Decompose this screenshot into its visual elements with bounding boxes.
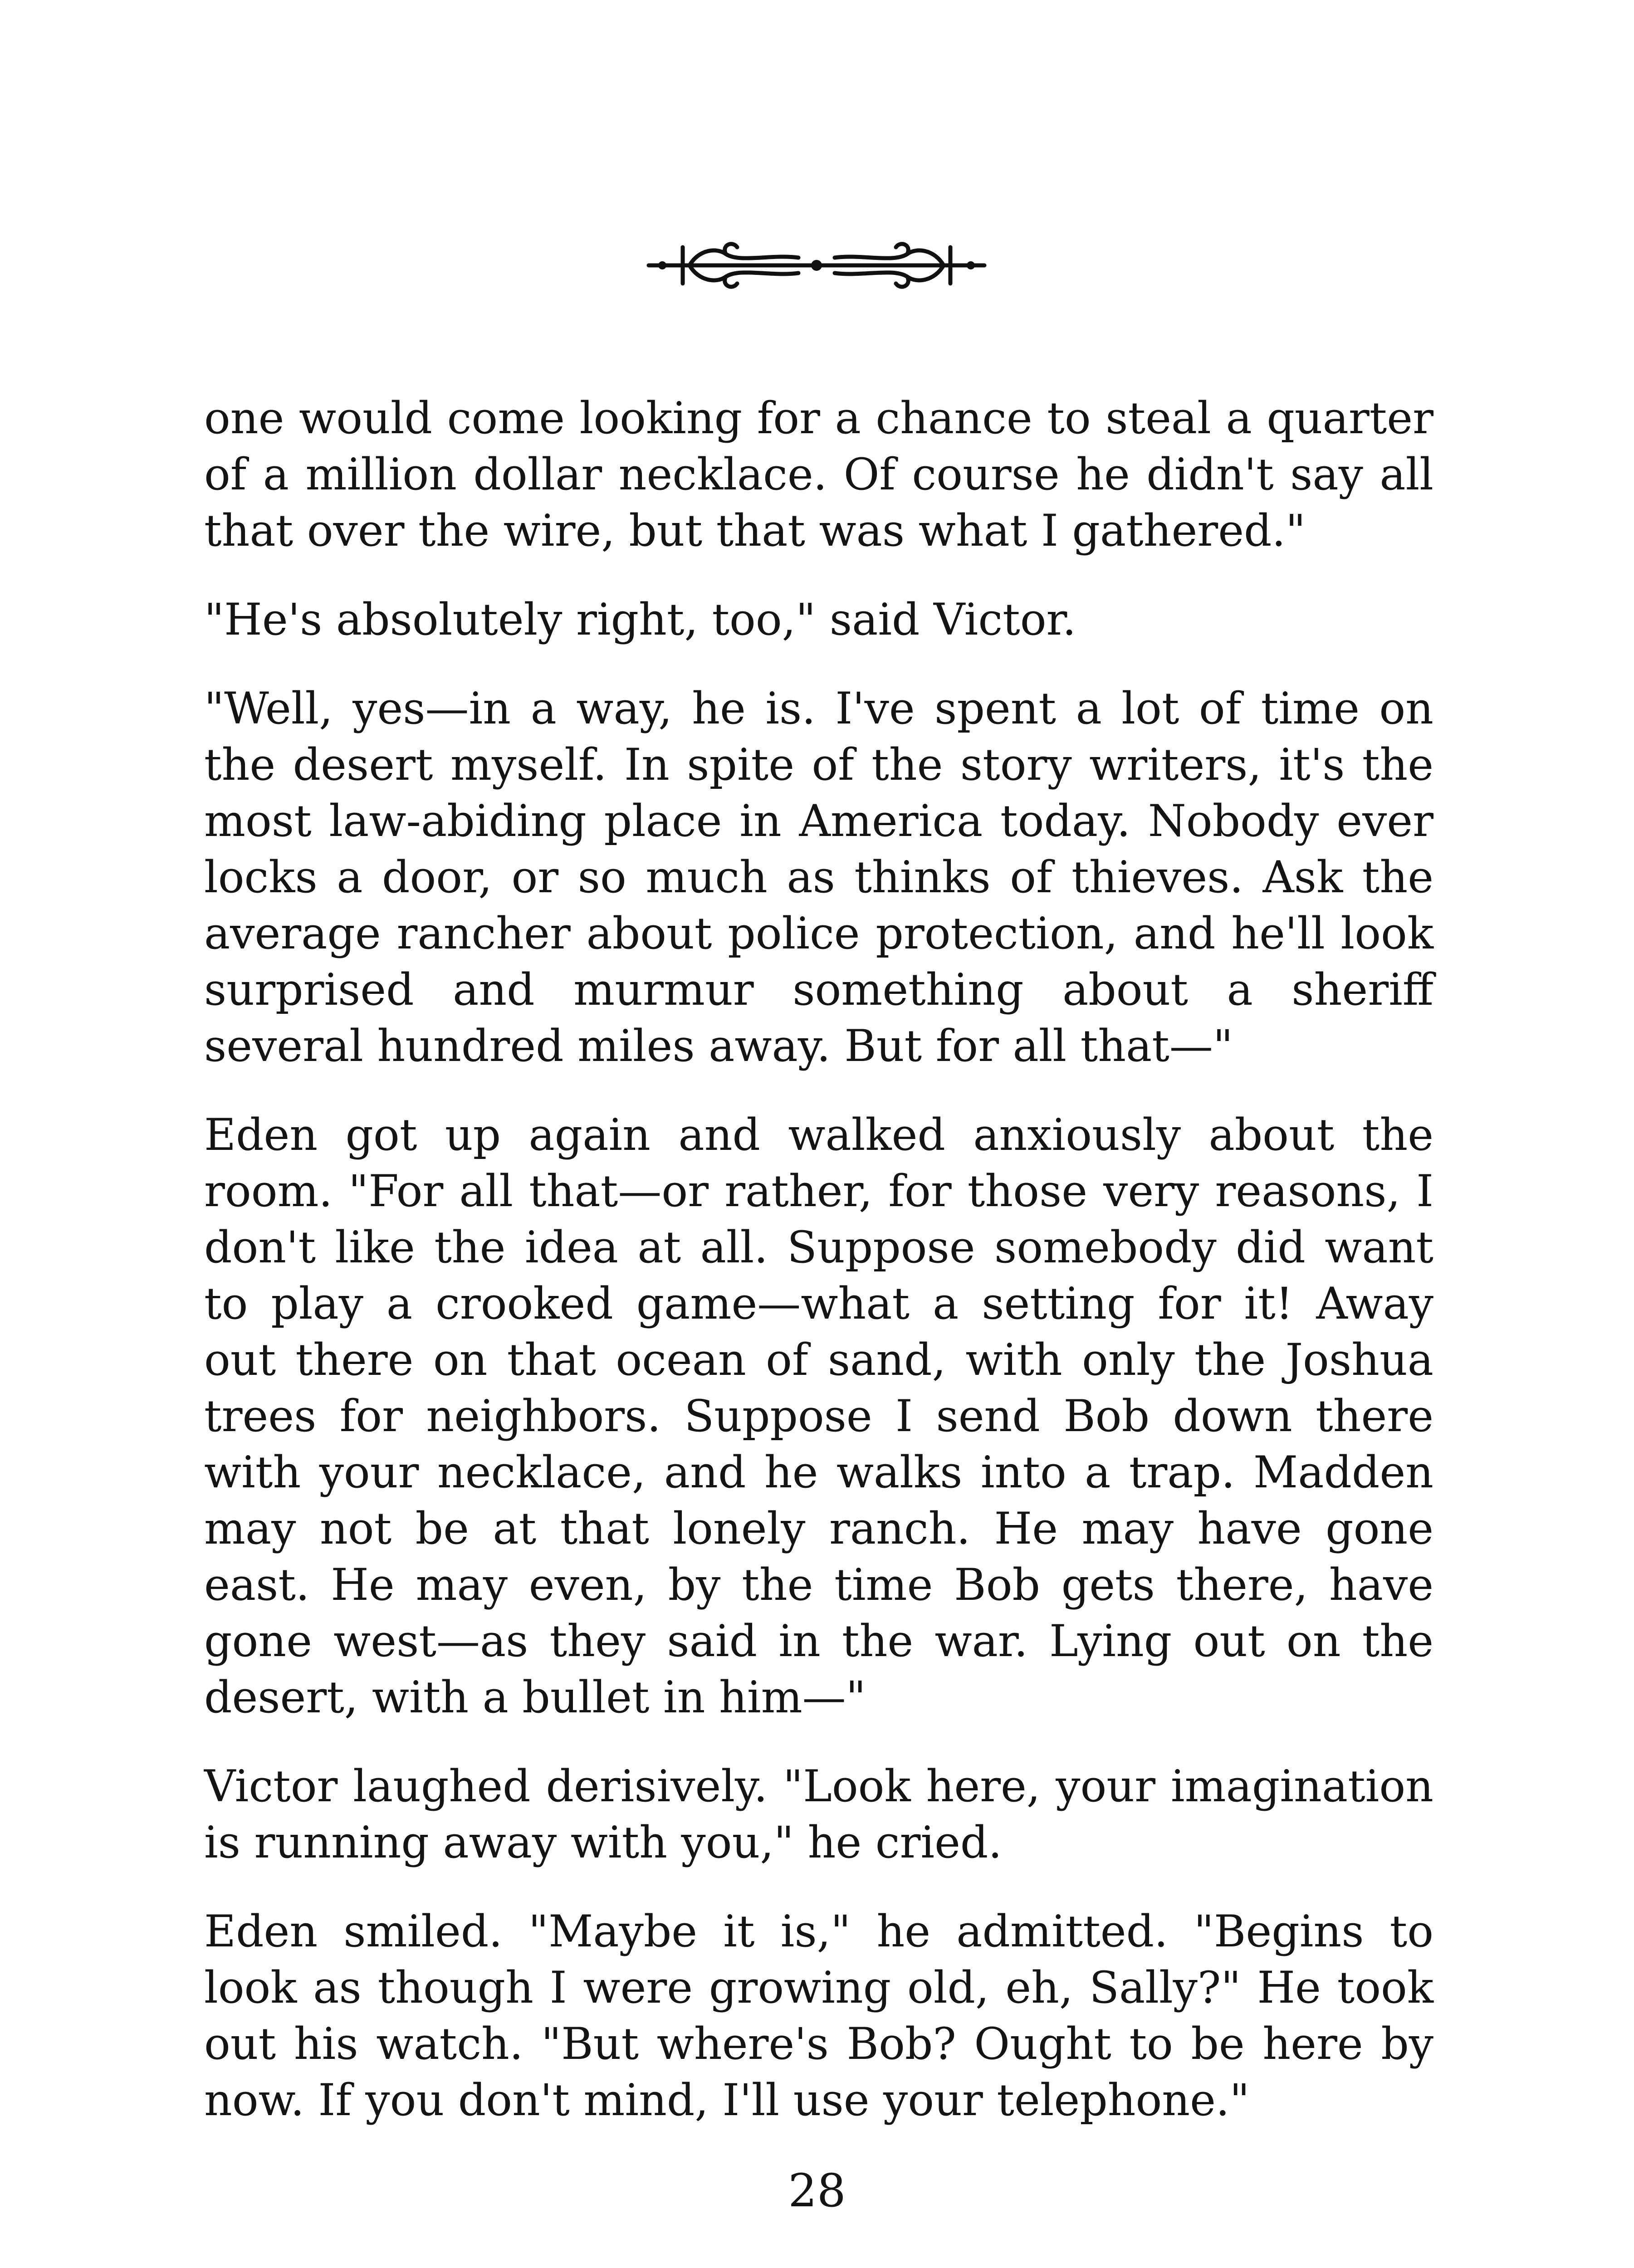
page-number: 28 — [788, 2164, 846, 2217]
ornament-divider-icon — [635, 222, 998, 308]
paragraph: "He's absolutely right, too," said Victor. — [204, 594, 1076, 645]
paragraph: Victor laughed derisively. "Look here, your imagination is running away with you," he cried. — [204, 1761, 1433, 1868]
paragraph: Eden smiled. "Maybe it is," he admitted. "Begins to look as though I were growing old, eh, Sally?" He took out his watch. "But where's Bob? Ought to be here by now. If you don't mind, I'll use your telephone." — [204, 1906, 1433, 2126]
paragraph: Eden got up again and walked anxiously about the room. "For all that—or rather, for those very reasons, I don't like the idea at all. Suppose somebody did want to play a crooked game—what a setting for it! Away out there on that ocean of sand, with only the Joshua trees for neighbors. Suppose I send Bob down there with your necklace, and he walks into a trap. Madden may not be at that lonely ranch. He may have gone east. He may even, by the time Bob gets there, have gone west—as they said in the war. Lying out on the desert, with a bullet in him—" — [204, 1110, 1433, 1723]
body-text — [204, 390, 1433, 2161]
paragraph: "Well, yes—in a way, he is. I've spent a lot of time on the desert myself. In spite of the story writers, it's the most law-abiding place in America today. Nobody ever locks a door, or so much as thinks of thieves. Ask the average rancher about police protection, and he'll look surprised and murmur something about a sheriff several hundred miles away. But for all that—" — [204, 683, 1433, 1071]
paragraph: one would come looking for a chance to steal a quarter of a million dollar necklace. Of course he didn't say all that over the wire, but that was what I gathered." — [204, 393, 1433, 556]
